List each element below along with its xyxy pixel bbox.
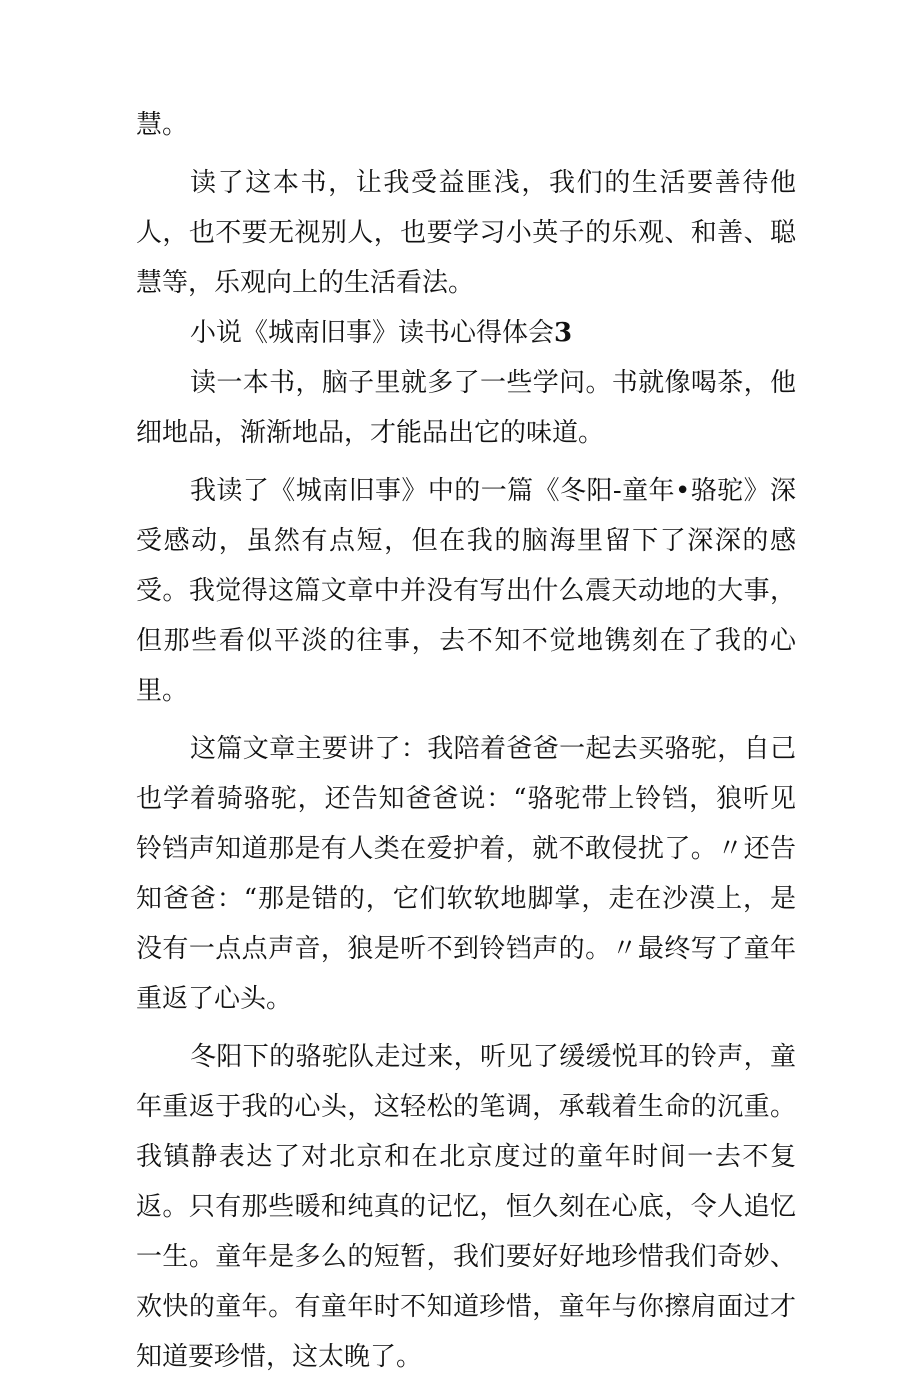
section-heading-number: 3 (554, 318, 573, 348)
paragraph: 读了这本书，让我受益匪浅，我们的生活要善待他人，也不要无视别人，也要学习小英子的乐观、和善、聪慧等，乐观向上的生活看法。 (136, 168, 796, 298)
paragraph: 读一本书，脑子里就多了一些学问。书就像喝茶，他细地品，渐渐地品，才能品出它的味道。 (136, 368, 796, 448)
paragraph-continuation: 慧。 (136, 110, 189, 140)
paragraph: 冬阳下的骆驼队走过来，听见了缓缓悦耳的铃声，童年重返于我的心头，这轻松的笔调，承载着生命的沉重。我镇静表达了对北京和在北京度过的童年时间一去不复返。只有那些暖和纯真的记忆，恒久刻在心底，令人追忆一生。童年是多么的短暂，我们要好好地珍惜我们奇妙、欢快的童年。有童年时不知道珍惜，童年与你擦肩面过才知道要珍惜，这太晚了。 (136, 1042, 796, 1372)
section-heading (136, 308, 796, 358)
paragraph: 我读了《城南旧事》中的一篇《冬阳-童年•骆驼》深受感动，虽然有点短，但在我的脑海里留下了深深的感受。我觉得这篇文章中并没有写出什么震天动地的大事，但那些看似平淡的往事，去不知不觉地镌刻在了我的心里。 (136, 476, 796, 706)
paragraph: 这篇文章主要讲了：我陪着爸爸一起去买骆驼，自己也学着骑骆驼，还告知爸爸说：“骆驼带上铃铛，狼听见铃铛声知道那是有人类在爱护着，就不敢侵扰了。〃还告知爸爸：“那是错的，它们软软地脚掌，走在沙漠上，是没有一点点声音，狼是听不到铃铛声的。〃最终写了童年重返了心头。 (136, 734, 796, 1014)
document-body (136, 100, 796, 1382)
section-heading-text: 小说《城南旧事》读书心得体会 (190, 318, 555, 348)
